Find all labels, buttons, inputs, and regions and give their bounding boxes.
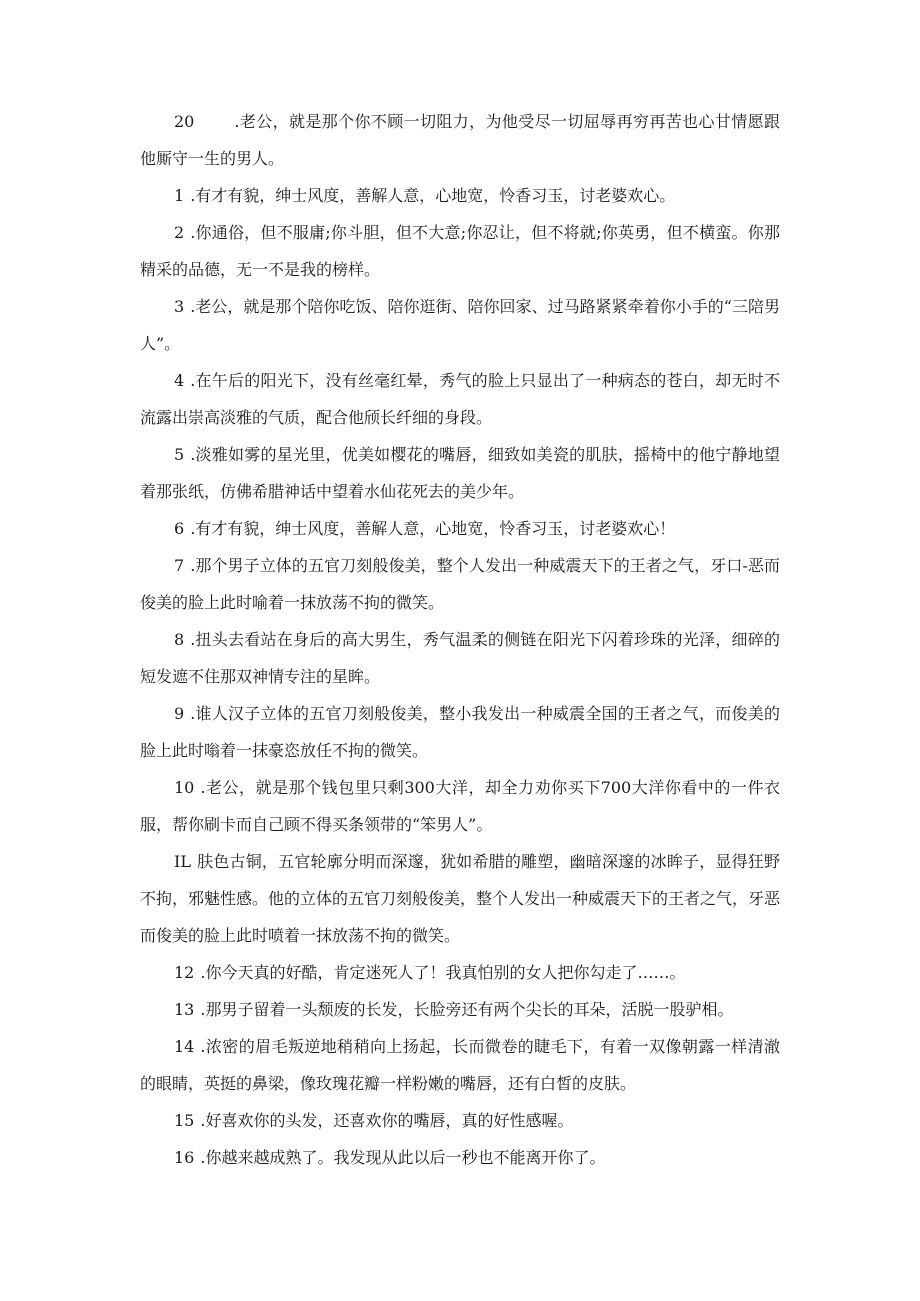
paragraph-number: 5 xyxy=(174,445,185,464)
paragraph-text: .老公，就是那个陪你吃饭、陪你逛街、陪你回家、过马路紧紧牵着你小手的“三陪男人”。 xyxy=(140,297,780,353)
paragraph-text: .有才有貌，绅士风度，善解人意，心地宽，怜香习玉，讨老婆欢心。 xyxy=(190,186,676,205)
paragraph xyxy=(140,362,780,436)
paragraph xyxy=(140,843,780,954)
paragraph-text: .好喜欢你的头发，还喜欢你的嘴唇，真的好性感喔。 xyxy=(200,1111,574,1130)
paragraph xyxy=(140,769,780,843)
paragraph xyxy=(140,695,780,769)
paragraph-text: .扭头去看站在身后的高大男生，秀气温柔的侧链在阳光下闪着珍珠的光泽，细碎的短发遮不住那双神情专注的星眸。 xyxy=(140,630,780,686)
paragraph-text: 肤色古铜，五官轮廓分明而深邃，犹如希腊的雕塑，幽暗深邃的冰眸子，显得狂野不拘，邪魅性感。他的立体的五官刀刻般俊美，整个人发出一种威震天下的王者之气，牙恶而俊美的脸上此时喷着一抹放荡不拘的微笑。 xyxy=(140,852,781,945)
paragraph-number: 20 xyxy=(174,112,195,131)
paragraph-number: 16 xyxy=(174,1148,195,1167)
paragraph xyxy=(140,547,780,621)
paragraph xyxy=(140,1139,780,1176)
paragraph-text: .你越来越成熟了。我发现从此以后一秒也不能离开你了。 xyxy=(200,1148,606,1167)
paragraph-number: 10 xyxy=(174,778,195,797)
paragraph xyxy=(140,288,780,362)
document-body xyxy=(140,103,780,1176)
paragraph xyxy=(140,510,780,547)
paragraph-text: .那男子留着一头颓废的长发，长脸旁还有两个尖长的耳朵，活脱一股驴相。 xyxy=(200,1000,734,1019)
paragraph-number: 9 xyxy=(174,704,185,723)
paragraph xyxy=(140,1102,780,1139)
paragraph xyxy=(140,177,780,214)
paragraph xyxy=(140,621,780,695)
paragraph-text: .有才有貌，绅士风度，善解人意，心地宽，怜香习玉，讨老婆欢心！ xyxy=(190,519,676,538)
paragraph xyxy=(140,1028,780,1102)
paragraph-number: 4 xyxy=(174,371,185,390)
paragraph-number: IL xyxy=(174,852,191,871)
paragraph xyxy=(140,991,780,1028)
paragraph-number: 14 xyxy=(174,1037,195,1056)
paragraph-number: 7 xyxy=(174,556,185,575)
paragraph-text: .淡雅如雾的星光里，优美如樱花的嘴唇，细致如美瓷的肌肤，摇椅中的他宁静地望着那张纸，仿佛希腊神话中望着水仙花死去的美少年。 xyxy=(140,445,780,501)
paragraph-number: 3 xyxy=(174,297,185,316)
paragraph-text: .你今天真的好酷，肯定迷死人了！我真怕别的女人把你勾走了……。 xyxy=(200,963,686,982)
paragraph-number: 1 xyxy=(174,186,185,205)
paragraph xyxy=(140,954,780,991)
paragraph-number: 8 xyxy=(174,630,185,649)
paragraph-number: 13 xyxy=(174,1000,195,1019)
paragraph-text: .你通俗，但不服庸;你斗胆，但不大意;你忍让，但不将就;你英勇，但不横蛮。你那精采的品德，无一不是我的榜样。 xyxy=(140,223,780,279)
paragraph-number: 12 xyxy=(174,963,195,982)
paragraph-text: .老公，就是那个你不顾一切阻力，为他受尽一切屈辱再穷再苦也心甘情愿跟他厮守一生的男人。 xyxy=(140,112,780,168)
paragraph xyxy=(140,103,780,177)
paragraph-number: 2 xyxy=(174,223,185,242)
paragraph xyxy=(140,436,780,510)
paragraph-text: .浓密的眉毛叛逆地稍稍向上扬起，长而微卷的睫毛下，有着一双像朝露一样清澈的眼睛，英挺的鼻梁，像玫瑰花瓣一样粉嫩的嘴唇，还有白皙的皮肤。 xyxy=(140,1037,780,1093)
paragraph-text: .在午后的阳光下，没有丝毫红晕，秀气的脸上只显出了一种病态的苍白，却无时不流露出崇高淡雅的气质，配合他颀长纤细的身段。 xyxy=(140,371,780,427)
paragraph-number: 6 xyxy=(174,519,185,538)
paragraph-text: .老公，就是那个钱包里只剩300大洋，却全力劝你买下700大洋你看中的一件衣服，帮你刷卡而自己顾不得买条领带的“笨男人”。 xyxy=(140,778,780,834)
paragraph-text: .那个男子立体的五官刀刻般俊美，整个人发出一种威震天下的王者之气，牙口-恶而俊美的脸上此时喻着一抹放荡不拘的微笑。 xyxy=(140,556,780,612)
paragraph xyxy=(140,214,780,288)
paragraph-text: .谁人汉子立体的五官刀刻般俊美，整小我发出一种威震全国的王者之气，而俊美的脸上此时嗡着一抹豪恣放任不拘的微笑。 xyxy=(140,704,780,760)
paragraph-number: 15 xyxy=(174,1111,195,1130)
